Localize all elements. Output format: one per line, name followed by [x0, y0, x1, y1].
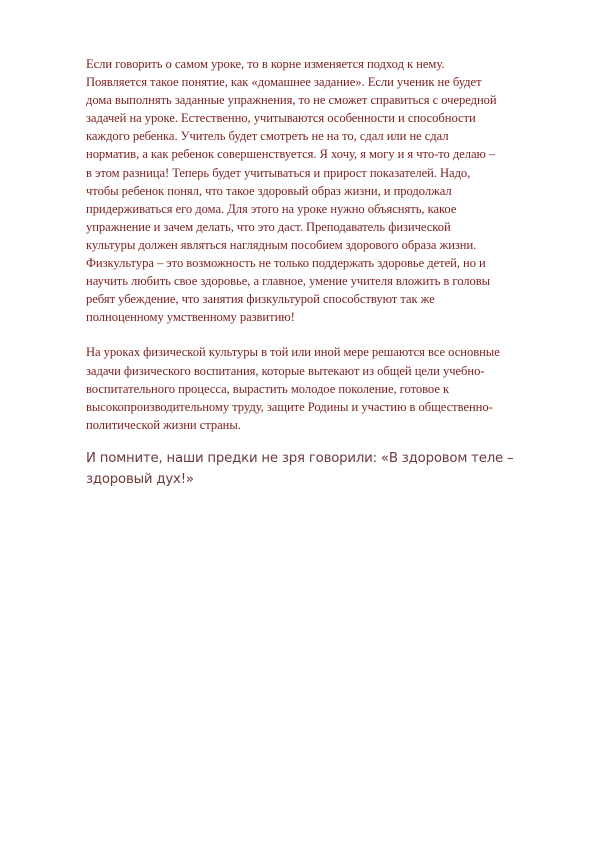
text-line: научить любить свое здоровье, а главное, умение учителя вложить в головы	[86, 274, 491, 289]
text-line: дома выполнять заданные упражнения, то не сможет справиться с очередной	[86, 93, 497, 108]
text-line: придерживаться его дома. Для этого на уроке нужно объяснять, какое	[86, 201, 457, 216]
text-line: норматив, а как ребенок совершенствуется. Я хочу, я могу и я что-то делаю –	[86, 147, 496, 162]
text-line: в этом разница! Теперь будет учитываться и прирост показателей. Надо,	[86, 165, 471, 180]
text-line: культуры должен являться наглядным пособием здорового образа жизни.	[86, 237, 477, 252]
text-line: задачи физического воспитания, которые вытекают из общей цели учебно-	[86, 363, 485, 378]
text-line: упражнение и зачем делать, что это даст. Преподаватель физической	[86, 219, 451, 234]
text-line: ребят убеждение, что занятия физкультурой способствуют так же	[86, 292, 435, 307]
text-line: политической жизни страны.	[86, 417, 241, 432]
text-line: чтобы ребенок понял, что такое здоровый образ жизни, и продолжал	[86, 183, 452, 198]
text-line: высокопроизводительному труду, защите Родины и участию в общественно-	[86, 399, 493, 414]
paragraph-lesson-approach	[86, 55, 556, 326]
text-line: каждого ребенка. Учитель будет смотреть не на то, сдал или не сдал	[86, 129, 449, 144]
text-line: полноценному умственному развитию!	[86, 310, 295, 325]
text-line: здоровый дух!»	[86, 471, 194, 487]
text-line: На уроках физической культуры в той или иной мере решаются все основные	[86, 345, 500, 360]
paragraph-physical-education-tasks	[86, 343, 556, 433]
text-line: воспитательного процесса, вырастить молодое поколение, готовое к	[86, 381, 450, 396]
document-body	[86, 55, 556, 490]
text-line: Если говорить о самом уроке, то в корне изменяется подход к нему.	[86, 57, 445, 71]
text-line: задачей на уроке. Естественно, учитываются особенности и способности	[86, 111, 476, 126]
text-line: Физкультура – это возможность не только поддержать здоровье детей, но и	[86, 256, 486, 271]
text-line: И помните, наши предки не зря говорили: «В здоровом теле –	[86, 450, 514, 466]
text-line: Появляется такое понятие, как «домашнее задание». Если ученик не будет	[86, 75, 482, 90]
closing-proverb	[86, 448, 556, 490]
